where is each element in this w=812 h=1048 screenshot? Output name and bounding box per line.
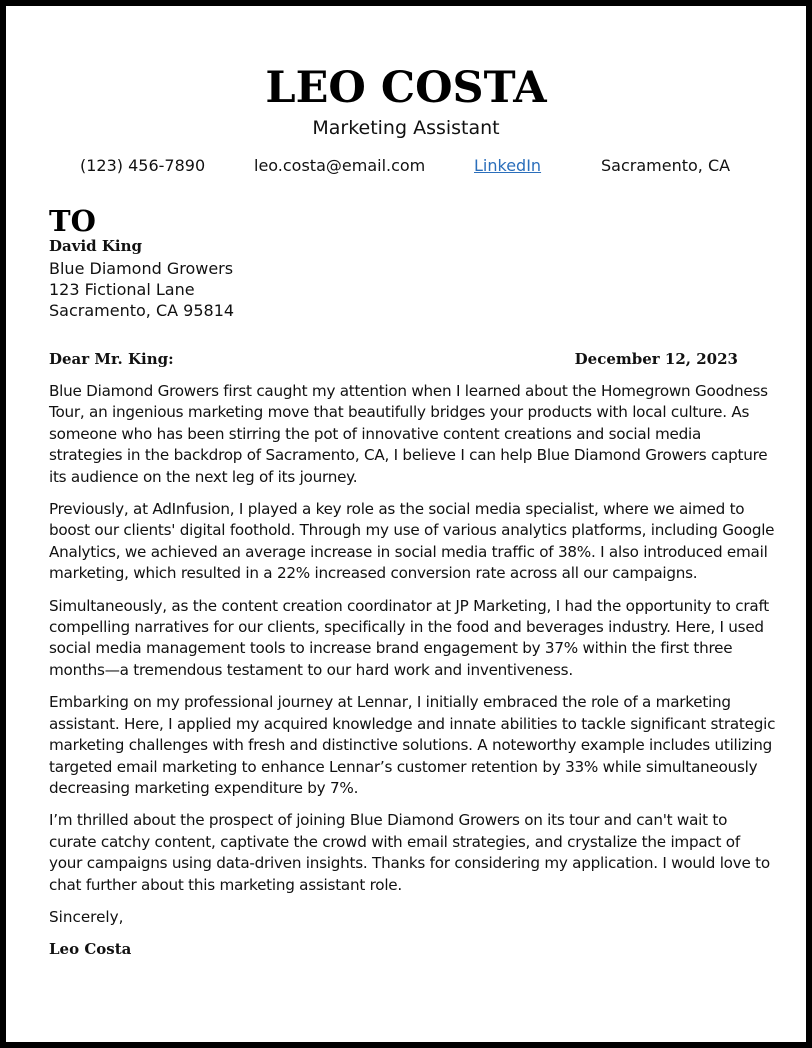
recipient-street: 123 Fictional Lane xyxy=(49,280,195,299)
body-paragraph: I’m thrilled about the prospect of joining Blue Diamond Growers on its tour and can't wait to curate catchy content, captivate the crowd with email strategies, and crystalize the impact of your campaigns using data-driven insights. Thanks for considering my application. I would love to chat further about this marketing assistant role. xyxy=(49,811,770,894)
contact-phone: (123) 456-7890 xyxy=(80,156,206,175)
linkedin-link[interactable]: LinkedIn xyxy=(474,156,542,175)
recipient-company: Blue Diamond Growers xyxy=(49,259,234,278)
recipient-name: David King xyxy=(49,237,142,255)
body-paragraph: Previously, at AdInfusion, I played a key role as the social media specialist, where we aimed to boost our clients' digital foothold. Through my use of various analytics platforms, including Google Analytics, we achieved an average increase in social media traffic of 38%. I also introduced email marketing, which resulted in a 22% increased conversion rate across all our campaigns. xyxy=(49,500,775,583)
recipient-city: Sacramento, CA 95814 xyxy=(49,301,235,320)
applicant-role: Marketing Assistant xyxy=(312,117,500,139)
closing: Sincerely, xyxy=(49,907,124,926)
recipient-heading: TO xyxy=(49,204,96,238)
applicant-name: LEO COSTA xyxy=(265,63,547,113)
signature: Leo Costa xyxy=(49,940,132,959)
body-paragraph: Blue Diamond Growers first caught my attention when I learned about the Homegrown Goodness Tour, an ingenious marketing move that beautifully bridges your products with local culture. As someone who has been stirring the pot of innovative content creations and social media strategies in the backdrop of Sacramento, CA, I believe I can help Blue Diamond Growers capture its audience on the next leg of its journey. xyxy=(49,382,768,486)
letter-body xyxy=(49,381,777,960)
contact-email: leo.costa@email.com xyxy=(254,156,426,175)
salutation: Dear Mr. King: xyxy=(49,350,174,368)
contact-location: Sacramento, CA xyxy=(601,156,731,175)
letter-date: December 12, 2023 xyxy=(574,350,738,368)
body-paragraph: Embarking on my professional journey at Lennar, I initially embraced the role of a marketing assistant. Here, I applied my acquired knowledge and innate abilities to tackle significant strategic marketing challenges with fresh and distinctive solutions. A noteworthy example includes utilizing targeted email marketing to enhance Lennar’s customer retention by 33% while simultaneously decreasing marketing expenditure by 7%. xyxy=(49,693,776,797)
body-paragraph: Simultaneously, as the content creation coordinator at JP Marketing, I had the opportunity to craft compelling narratives for our clients, specifically in the food and beverages industry. Here, I used social media management tools to increase brand engagement by 37% within the first three months—a tremendous testament to our hard work and inventiveness. xyxy=(49,596,769,679)
